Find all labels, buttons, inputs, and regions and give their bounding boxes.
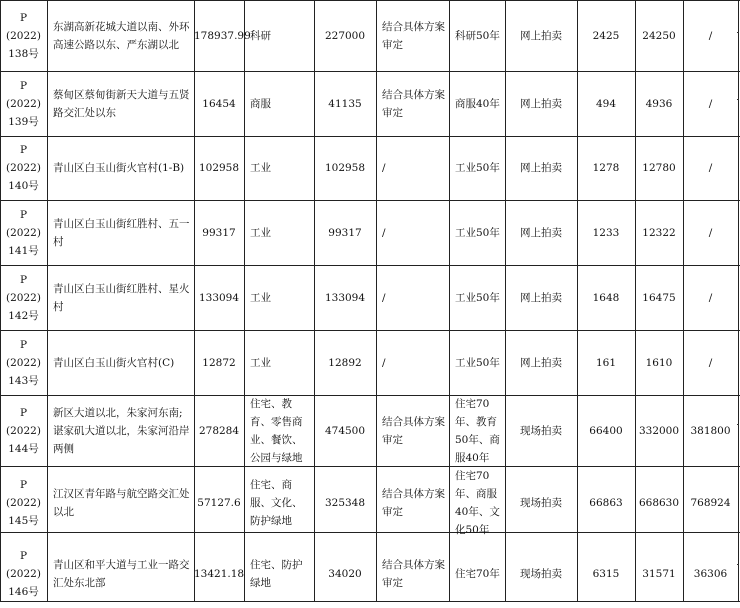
planning-conditions: 结合具体方案审定	[382, 20, 445, 51]
parcel-code-year: (2022)	[6, 162, 41, 174]
parcel-area: 178937.99	[194, 29, 251, 42]
bid-value-2: 24250	[642, 29, 676, 42]
building-area: 12892	[328, 356, 362, 369]
building-area: 133094	[324, 291, 366, 304]
parcel-code	[0, 0, 47, 71]
table-row	[0, 200, 740, 265]
parcel-code-number: 140号	[8, 180, 39, 192]
bid-value-3: 768924	[690, 497, 731, 509]
bid-value-2: 16475	[642, 291, 676, 304]
parcel-code	[0, 395, 47, 467]
parcel-code-prefix: P	[19, 407, 28, 419]
land-use-term: 工业50年	[455, 356, 500, 369]
bid-value-3: 381800	[690, 425, 731, 437]
transfer-method: 现场拍卖	[520, 567, 562, 580]
bid-value-3: 36306	[693, 567, 728, 580]
parcel-location: 青山区白玉山街红胜村、星火村	[53, 282, 190, 313]
parcel-code	[0, 467, 47, 539]
parcel-code-number: 141号	[8, 244, 39, 257]
parcel-code-number: 142号	[8, 309, 39, 322]
planning-conditions: 结合具体方案审定	[382, 488, 445, 518]
parcel-area: 278284	[198, 425, 240, 437]
parcel-code-prefix: P	[19, 338, 28, 351]
transfer-method: 现场拍卖	[520, 497, 562, 509]
transfer-method: 网上拍卖	[520, 29, 562, 42]
parcel-code-prefix: P	[19, 208, 28, 221]
parcel-use: 商服	[250, 97, 271, 110]
bid-value-2: 31571	[642, 567, 676, 580]
building-area: 41135	[328, 97, 362, 110]
parcel-use: 住宅、商服、文化、防护绿地	[250, 479, 303, 527]
parcel-code-year: (2022)	[6, 226, 41, 239]
land-use-term: 住宅70年、教育50年、商服40年	[455, 398, 500, 464]
planning-conditions: 结合具体方案审定	[382, 88, 445, 119]
building-area: 325348	[324, 497, 366, 509]
bid-value-2: 4936	[645, 97, 673, 110]
parcel-location: 青山区白玉山街红胜村、五一村	[53, 217, 190, 248]
parcel-use: 工业	[250, 226, 271, 239]
parcel-code-prefix: P	[19, 273, 28, 286]
bid-value-2: 12780	[642, 162, 676, 174]
parcel-code-number: 144号	[8, 443, 39, 455]
parcel-code-number: 146号	[8, 585, 39, 598]
transfer-method: 网上拍卖	[520, 97, 562, 110]
bid-value-1: 1648	[592, 291, 620, 304]
parcel-code	[0, 71, 47, 136]
parcel-code-prefix: P	[19, 549, 28, 562]
planning-conditions: 结合具体方案审定	[382, 416, 445, 446]
parcel-location: 青山区白玉山街火官村(1-B)	[53, 162, 185, 174]
parcel-code-year: (2022)	[6, 29, 41, 42]
land-use-term: 住宅70年、商服40年、文化50年	[455, 470, 500, 536]
parcel-use: 住宅、教育、零售商业、餐饮、公园与绿地	[250, 398, 303, 464]
transfer-method: 网上拍卖	[520, 356, 562, 369]
transfer-method: 网上拍卖	[520, 162, 562, 174]
parcel-code-year: (2022)	[6, 291, 41, 304]
parcel-use: 工业	[250, 356, 271, 369]
planning-conditions: 结合具体方案审定	[382, 558, 445, 589]
parcel-code-number: 138号	[8, 47, 39, 60]
transfer-method: 网上拍卖	[520, 291, 562, 304]
parcel-location: 新区大道以北，朱家河东南;谌家矶大道以北，朱家河沿岸两侧	[53, 407, 190, 455]
parcel-code-number: 145号	[8, 515, 39, 527]
land-use-term: 工业50年	[455, 291, 500, 304]
planning-conditions: /	[382, 291, 386, 304]
parcel-code-number: 143号	[8, 374, 39, 387]
parcel-code	[0, 136, 47, 200]
parcel-area: 99317	[202, 226, 236, 239]
parcel-area: 16454	[202, 97, 236, 110]
parcel-code	[0, 330, 47, 395]
parcel-code-year: (2022)	[6, 425, 41, 437]
parcel-location: 蔡甸区蔡甸街新天大道与五贤路交汇处以东	[53, 88, 190, 119]
parcel-code-prefix: P	[19, 11, 28, 24]
parcel-use: 工业	[250, 291, 271, 304]
land-use-term: 工业50年	[455, 162, 500, 174]
bid-value-1: 161	[595, 356, 617, 369]
parcel-code-year: (2022)	[6, 497, 41, 509]
parcel-area: 102958	[198, 162, 240, 174]
bid-value-3: /	[708, 162, 713, 174]
bid-value-1: 66400	[589, 425, 623, 437]
bid-value-2: 668630	[638, 497, 680, 509]
bid-value-2: 1610	[645, 356, 673, 369]
parcel-code-year: (2022)	[6, 97, 41, 110]
parcel-use: 工业	[250, 162, 271, 174]
planning-conditions: /	[382, 356, 386, 369]
bid-value-3: /	[708, 29, 713, 42]
parcel-area: 57127.6	[197, 497, 241, 509]
bid-value-3: /	[708, 97, 713, 110]
transfer-method: 网上拍卖	[520, 226, 562, 239]
bid-value-2: 12322	[642, 226, 676, 239]
bid-value-1: 66863	[589, 497, 623, 509]
bid-value-1: 6315	[592, 567, 620, 580]
table-row	[0, 467, 740, 539]
building-area: 227000	[324, 29, 366, 42]
bid-value-1: 1278	[592, 162, 620, 174]
bid-value-3: /	[708, 291, 713, 304]
land-use-term: 住宅70年	[455, 567, 500, 580]
parcel-location: 青山区白玉山街火官村(C)	[53, 356, 175, 369]
parcel-use: 住宅、防护绿地	[250, 558, 303, 589]
planning-conditions: /	[382, 162, 386, 174]
parcel-code-number: 139号	[8, 115, 39, 128]
parcel-code	[0, 539, 47, 608]
table-row	[0, 265, 740, 330]
building-area: 474500	[324, 425, 366, 437]
parcel-area: 12872	[202, 356, 236, 369]
bid-value-3: /	[708, 226, 713, 239]
bid-value-3: /	[708, 356, 713, 369]
parcel-code-prefix: P	[19, 79, 28, 92]
parcel-code-year: (2022)	[6, 356, 41, 369]
planning-conditions: /	[382, 226, 386, 239]
parcel-area: 133094	[198, 291, 240, 304]
land-use-term: 科研50年	[455, 29, 500, 42]
table-row	[0, 136, 740, 200]
table-row	[0, 71, 740, 136]
building-area: 99317	[328, 226, 362, 239]
parcel-use: 科研	[250, 29, 271, 42]
land-use-term: 商服40年	[455, 97, 500, 110]
table-row	[0, 330, 740, 395]
parcel-code	[0, 200, 47, 265]
bid-value-1: 1233	[592, 226, 620, 239]
transfer-method: 现场拍卖	[520, 425, 562, 437]
parcel-code-prefix: P	[19, 479, 28, 491]
parcel-code-year: (2022)	[6, 567, 41, 580]
bid-value-1: 494	[595, 97, 617, 110]
building-area: 102958	[324, 162, 366, 174]
parcel-code-prefix: P	[19, 144, 28, 156]
land-use-term: 工业50年	[455, 226, 500, 239]
parcel-location: 东湖高新花城大道以南、外环高速公路以东、严东湖以北	[53, 20, 190, 51]
parcel-location: 青山区和平大道与工业一路交汇处东北部	[53, 558, 190, 589]
parcel-location: 江汉区青年路与航空路交汇处以北	[53, 488, 190, 518]
bid-value-1: 2425	[592, 29, 620, 42]
parcel-code	[0, 265, 47, 330]
table-row	[0, 395, 740, 467]
table-row	[0, 0, 740, 71]
bid-value-2: 332000	[638, 425, 680, 437]
building-area: 34020	[328, 567, 362, 580]
table-row	[0, 539, 740, 608]
parcel-area: 13421.18	[194, 567, 245, 580]
